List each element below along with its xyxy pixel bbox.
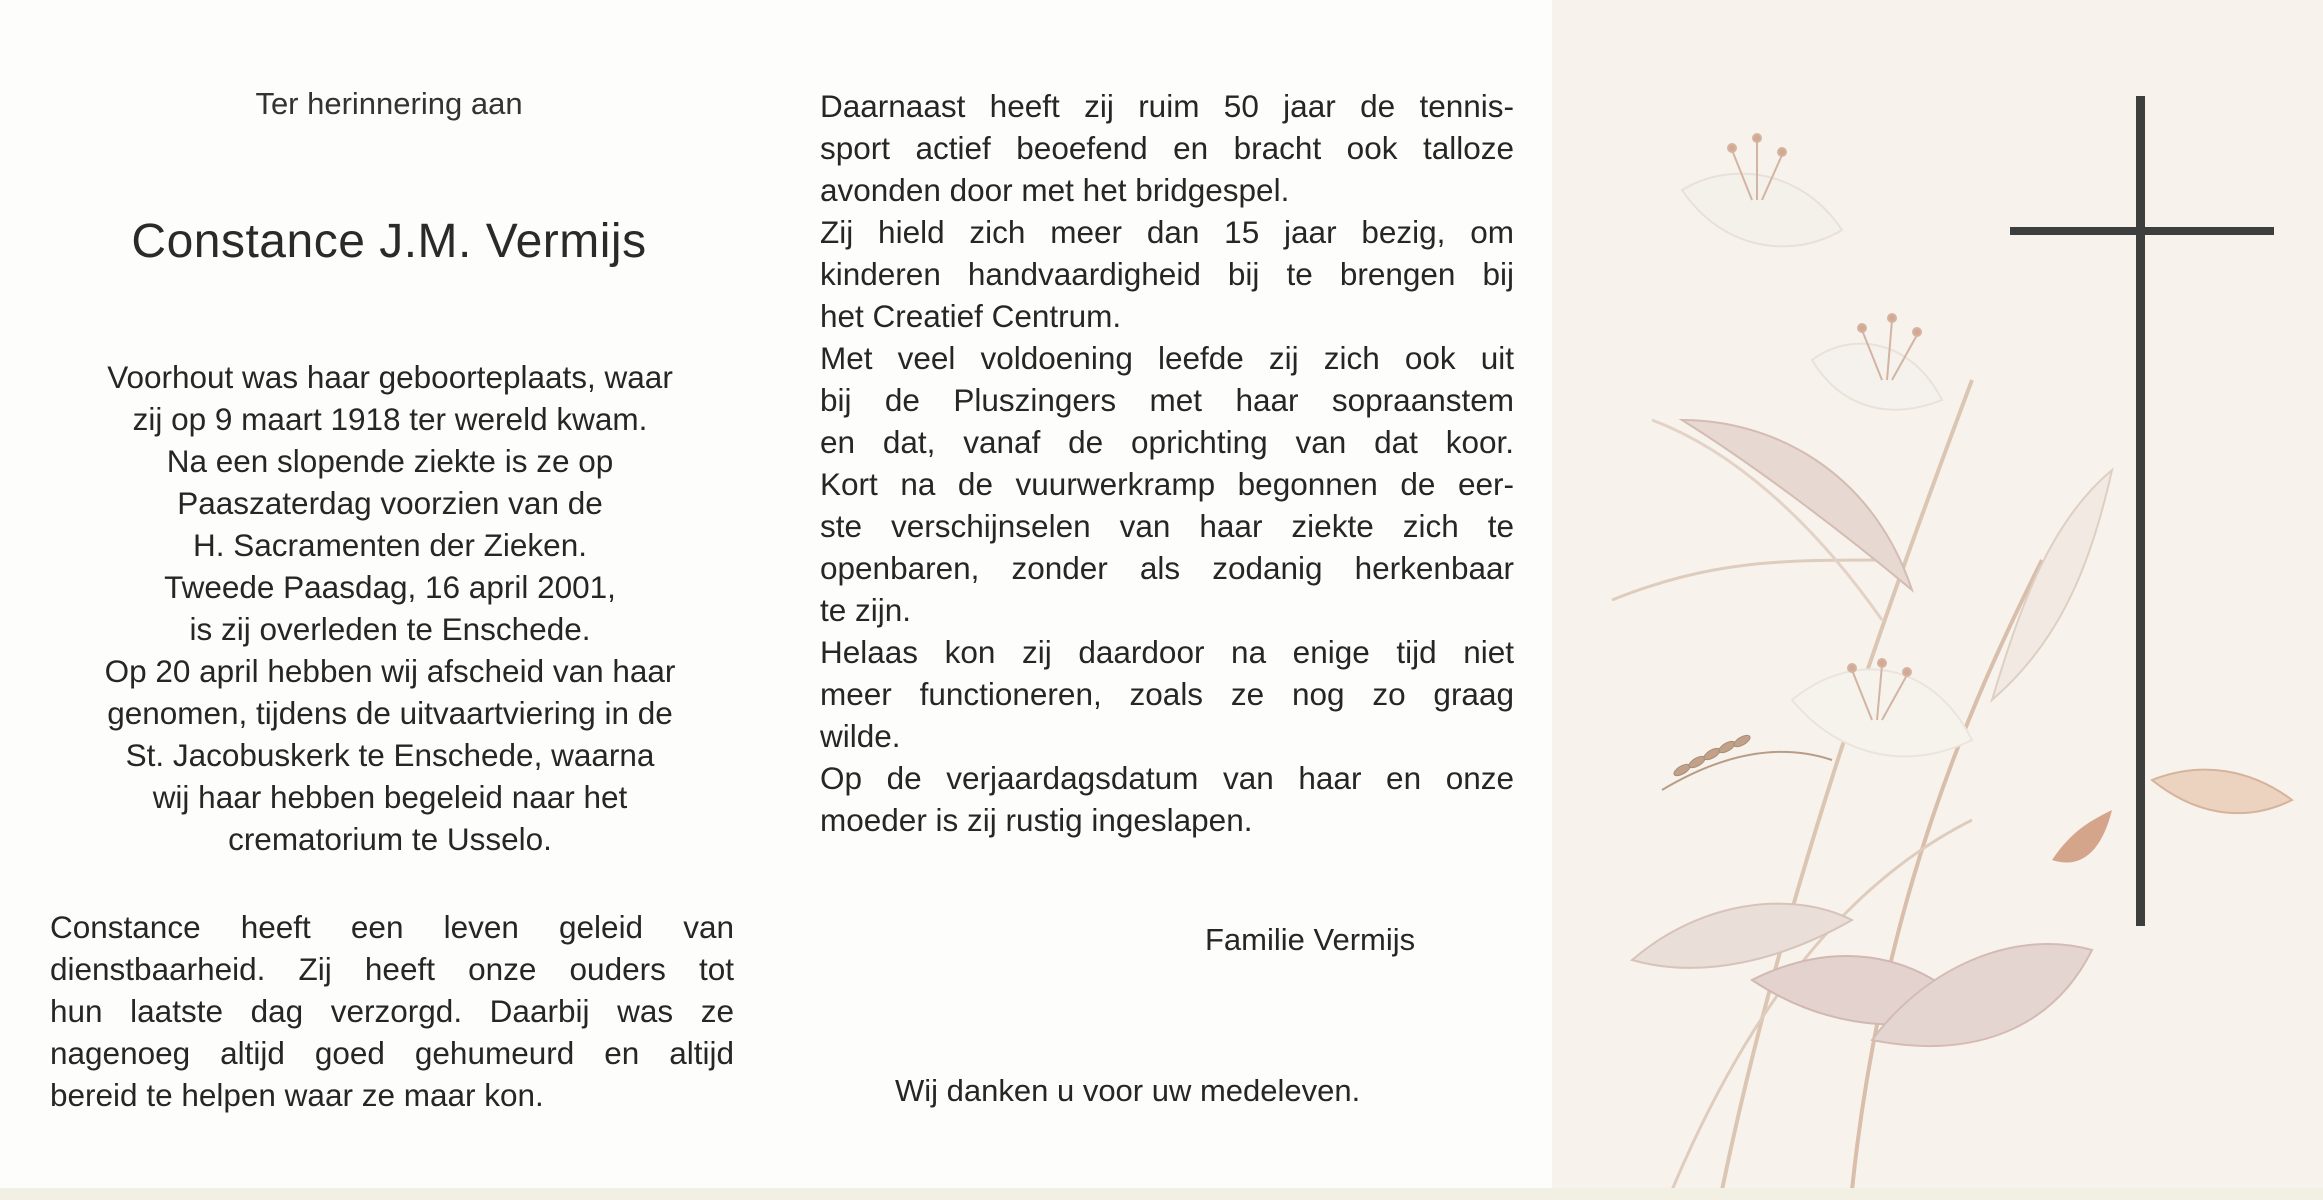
- thanks-text: Wij danken u voor uw medeleven.: [895, 1073, 1361, 1108]
- intro-text: Ter herinnering aan: [255, 86, 523, 121]
- bio-line: wij haar hebben begeleid naar het: [152, 779, 628, 815]
- deceased-name: Constance J.M. Vermijs: [131, 215, 647, 268]
- bio-line: Tweede Paasdag, 16 april 2001,: [164, 569, 616, 605]
- bio-line: St. Jacobuskerk te Enschede, waarna: [125, 737, 655, 773]
- story-line: sport actief beoefend en bracht ook talloze: [820, 130, 1514, 166]
- bio-line: is zij overleden te Enschede.: [189, 611, 591, 647]
- story-line: kinderen handvaardigheid bij te brengen bij: [820, 256, 1514, 292]
- family-signature: Familie Vermijs: [1205, 922, 1416, 957]
- story-line: bij de Pluszingers met haar sopraanstem: [820, 382, 1514, 418]
- bio-line: crematorium te Usselo.: [228, 821, 552, 857]
- story-line: Daarnaast heeft zij ruim 50 jaar de tennis-: [820, 88, 1514, 124]
- tribute-line: bereid te helpen waar ze maar kon.: [50, 1077, 544, 1113]
- story-line: ste verschijnselen van haar ziekte zich te: [820, 508, 1514, 544]
- story-line: Met veel voldoening leefde zij zich ook uit: [820, 340, 1514, 376]
- page-edge: [0, 1188, 2323, 1200]
- tribute-line: dienstbaarheid. Zij heeft onze ouders tot: [50, 951, 734, 987]
- story-line: en dat, vanaf de oprichting van dat koor.: [820, 424, 1514, 460]
- lilies-illustration: [1552, 0, 2323, 1200]
- life-story: [820, 85, 1514, 841]
- bio-line: Na een slopende ziekte is ze op: [166, 443, 614, 479]
- story-line: Helaas kon zij daardoor na enige tijd niet: [820, 634, 1514, 670]
- bio-line: Paaszaterdag voorzien van de: [177, 485, 603, 521]
- bio-line: Voorhout was haar geboorteplaats, waar: [107, 359, 673, 395]
- story-line: meer functioneren, zoals ze nog zo graag: [820, 676, 1514, 712]
- tribute-paragraph: [50, 906, 734, 1116]
- bio-line: H. Sacramenten der Zieken.: [193, 527, 587, 563]
- story-line: Zij hield zich meer dan 15 jaar bezig, om: [820, 214, 1514, 250]
- story-line: Op de verjaardagsdatum van haar en onze: [820, 760, 1514, 796]
- story-line: het Creatief Centrum.: [820, 298, 1122, 334]
- tribute-line: nagenoeg altijd goed gehumeurd en altijd: [50, 1035, 734, 1071]
- tribute-line: hun laatste dag verzorgd. Daarbij was ze: [50, 993, 734, 1029]
- story-line: avonden door met het bridgespel.: [820, 172, 1290, 208]
- memorial-illustration-panel: [1552, 0, 2323, 1200]
- tribute-line: Constance heeft een leven geleid van: [50, 909, 734, 945]
- story-line: te zijn.: [820, 592, 912, 628]
- bio-line: genomen, tijdens de uitvaartviering in de: [107, 695, 673, 731]
- story-line: openbaren, zonder als zodanig herkenbaar: [820, 550, 1514, 586]
- biography: [50, 356, 730, 860]
- story-line: moeder is zij rustig ingeslapen.: [820, 802, 1253, 838]
- bio-line: zij op 9 maart 1918 ter wereld kwam.: [132, 401, 648, 437]
- bio-line: Op 20 april hebben wij afscheid van haar: [104, 653, 676, 689]
- story-line: wilde.: [820, 718, 901, 754]
- story-line: Kort na de vuurwerkramp begonnen de eer-: [820, 466, 1514, 502]
